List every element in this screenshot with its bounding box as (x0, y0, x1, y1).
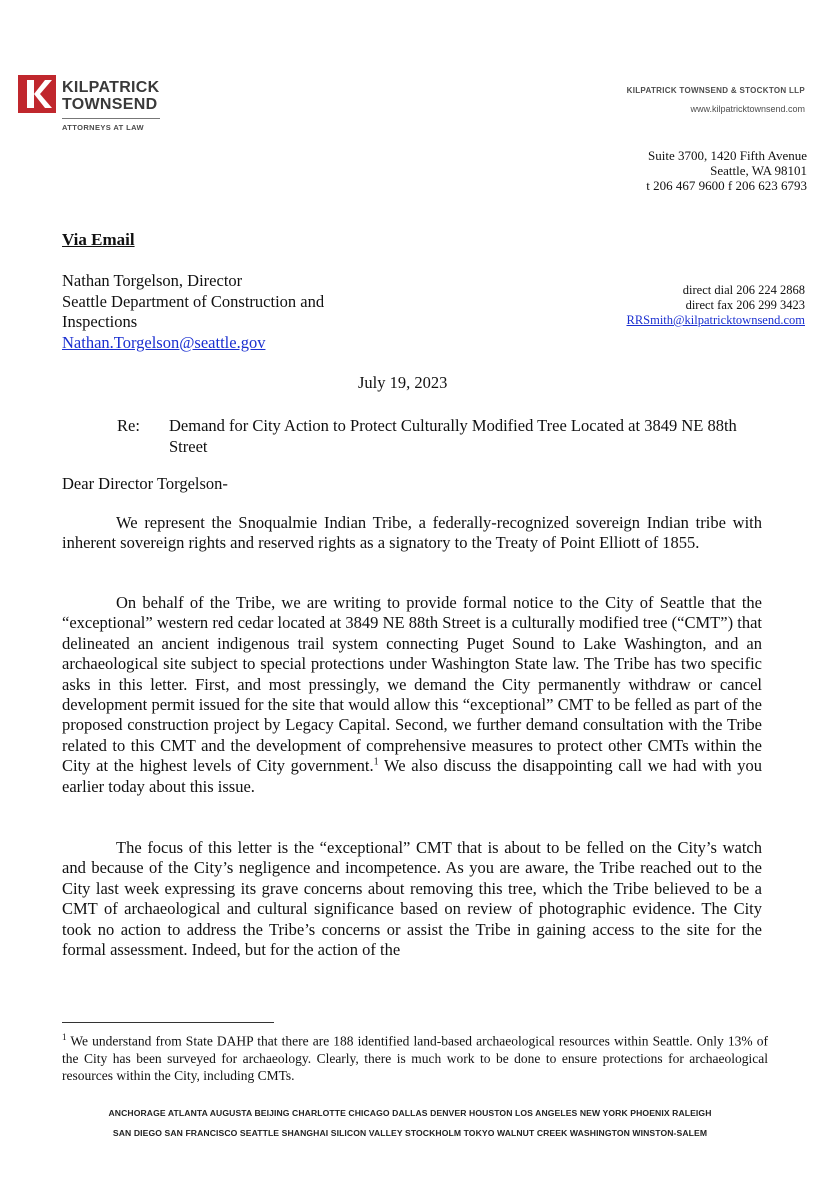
re-label: Re: (117, 416, 140, 435)
sender-contact (626, 283, 805, 328)
footnote-divider (62, 1022, 274, 1023)
footnote (62, 1029, 768, 1084)
logo-tagline: ATTORNEYS AT LAW (62, 123, 144, 132)
footnote-reference[interactable]: 1 (373, 756, 379, 768)
letter-date: July 19, 2023 (358, 373, 448, 392)
address-line: Suite 3700, 1420 Fifth Avenue (647, 148, 807, 163)
addressee-email-link[interactable]: Nathan.Torgelson@seattle.gov (62, 332, 266, 352)
footnote-text: We understand from State DAHP that there are 188 identified land-based archaeological resources within Seattle. Only 13% of the City has been surveyed for archaeology. Clearly, there is much work to be done to ensure protections for archaeological resources within the City, including CMTs. (62, 1033, 768, 1083)
logo-wordmark (62, 79, 160, 113)
body-paragraph-2-tail: We also discuss the disappointing call we had with you earlier today about this issue. (62, 756, 762, 796)
body-paragraph-2 (62, 593, 762, 797)
firm-website: www.kilpatricktownsend.com (690, 104, 805, 114)
address-line: Seattle, WA 98101 (710, 163, 807, 178)
direct-dial: direct dial 206 224 2868 (682, 283, 805, 297)
firm-address (646, 148, 807, 193)
salutation: Dear Director Torgelson- (62, 474, 228, 493)
kilpatrick-k-logo-icon (18, 75, 56, 113)
office-locations-line-2: SAN DIEGO SAN FRANCISCO SEATTLE SHANGHAI SILICON VALLEY STOCKHOLM TOKYO WALNUT CREEK WASHINGTON WINSTON-SALEM (112, 1128, 708, 1138)
address-line: t 206 467 9600 f 206 623 6793 (646, 178, 807, 193)
logo-line-2: TOWNSEND (62, 96, 158, 113)
direct-fax: direct fax 206 299 3423 (685, 298, 805, 312)
office-locations-line-1: ANCHORAGE ATLANTA AUGUSTA BEIJING CHARLOTTE CHICAGO DALLAS DENVER HOUSTON LOS ANGELES NEW YORK PHOENIX RALEIGH (108, 1108, 712, 1118)
body-paragraph-1: We represent the Snoqualmie Indian Tribe, a federally-recognized sovereign Indian tribe with inherent sovereign rights and reserved rights as a signatory to the Treaty of Point Elliott of 1855. (62, 513, 762, 553)
addressee-line: Inspections (62, 312, 138, 331)
logo-line-1: KILPATRICK (62, 79, 160, 96)
addressee-block (62, 271, 324, 353)
firm-name: KILPATRICK TOWNSEND & STOCKTON LLP (626, 86, 805, 95)
re-subject: Demand for City Action to Protect Culturally Modified Tree Located at 3849 NE 88th Street (169, 416, 737, 456)
addressee-line: Seattle Department of Construction and (62, 291, 325, 311)
footnote-number: 1 (62, 1032, 67, 1042)
firm-identity (627, 84, 805, 116)
sender-email-link[interactable]: RRSmith@kilpatricktownsend.com (626, 313, 805, 327)
firm-logo (18, 75, 358, 145)
body-paragraph-2-text: On behalf of the Tribe, we are writing to provide formal notice to the City of Seattle that the “exceptional” western red cedar located at 3849 NE 88th Street is a culturally modified tree (“CMT”) that delineated an ancient indigenous trail system connecting Puget Sound to Lake Washington, and an archaeological site subject to special protections under Washington State law. The Tribe has two specific asks in this letter. First, and most pressingly, we demand the City permanently withdraw or cancel development permit issued for the site that would allow this “exceptional” CMT to be felled as part of the proposed construction project by Legacy Capital. Second, we further demand consultation with the Tribe related to this CMT and the development of comprehensive measures to protect other CMTs within the City at the highest levels of City government. (62, 593, 762, 776)
body-paragraph-3: The focus of this letter is the “exceptional” CMT that is about to be felled on the City’s watch and because of the City’s negligence and incompetence. As you are aware, the Tribe reached out to the City last week expressing its grave concerns about removing this tree, which the Tribe believed to be a CMT of archaeological and cultural significance based on review of photographic evidence. The City took no action to address the Tribe’s concerns or assist the Tribe in gaining access to the site for the formal assessment. Indeed, but for the action of the (62, 838, 762, 960)
delivery-method: Via Email (62, 230, 135, 249)
addressee-line: Nathan Torgelson, Director (62, 271, 243, 290)
